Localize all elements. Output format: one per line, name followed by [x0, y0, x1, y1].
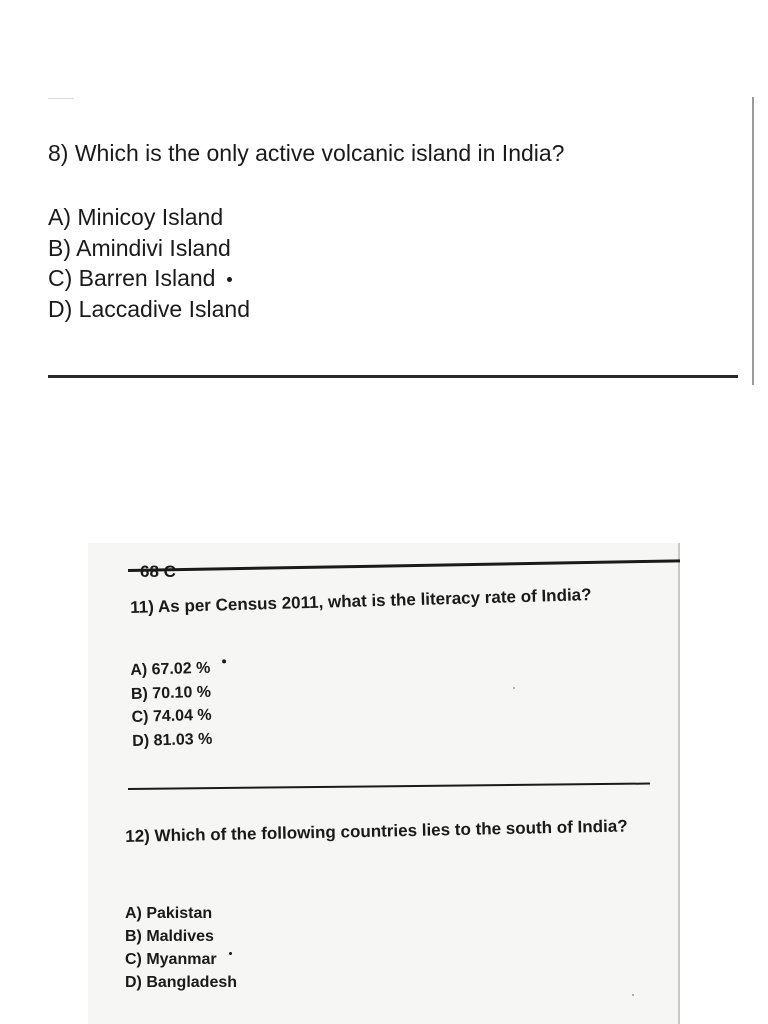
option-c — [48, 263, 250, 294]
option-label: B) 70.10 % — [130, 683, 212, 703]
answer-mark-dot-icon — [227, 277, 232, 282]
option-b — [131, 680, 228, 706]
option-label: C) Myanmar — [125, 951, 217, 968]
option-b — [48, 233, 250, 264]
option-a — [130, 656, 227, 682]
answer-mark-dot-icon — [229, 952, 232, 955]
option-label: D) Bangladesh — [125, 974, 238, 991]
option-label: D) Laccadive Island — [48, 295, 250, 322]
divider — [48, 98, 74, 99]
question-8-options — [48, 202, 250, 324]
option-d — [132, 727, 229, 753]
question-card-8 — [0, 0, 768, 400]
option-label: D) 81.03 % — [132, 730, 213, 750]
option-a — [48, 202, 250, 233]
card-edge — [752, 97, 754, 385]
option-label: B) Amindivi Island — [48, 234, 231, 261]
question-11-options — [130, 656, 229, 753]
sheet-code: 68 C — [140, 562, 176, 581]
scanned-question-sheet — [88, 543, 680, 1024]
option-d — [48, 294, 250, 325]
option-label: C) 74.04 % — [131, 706, 212, 726]
option-c — [125, 948, 237, 971]
option-c — [131, 703, 228, 729]
option-label: C) Barren Island — [48, 265, 216, 291]
option-label: A) Minicoy Island — [48, 204, 224, 230]
question-8-text: 8) Which is the only active volcanic island in India? — [48, 140, 565, 166]
question-12-text: 12) Which of the following countries lies to the south of India? — [125, 816, 628, 846]
scan-speck — [632, 994, 634, 996]
scan-speck — [513, 687, 515, 689]
sheet-edge — [678, 543, 680, 1024]
option-a — [125, 902, 237, 925]
header-rule — [128, 559, 680, 572]
option-label: B) Maldives — [125, 928, 214, 945]
question-11-text: 11) As per Census 2011, what is the literacy rate of India? — [130, 585, 592, 617]
question-12-options — [125, 902, 237, 994]
section-rule — [48, 375, 738, 378]
option-d — [125, 971, 237, 994]
answer-mark-dot-icon — [222, 659, 226, 663]
option-label: A) Pakistan — [125, 905, 213, 922]
option-b — [125, 925, 237, 948]
section-rule — [128, 783, 650, 790]
option-label: A) 67.02 % — [130, 659, 211, 679]
